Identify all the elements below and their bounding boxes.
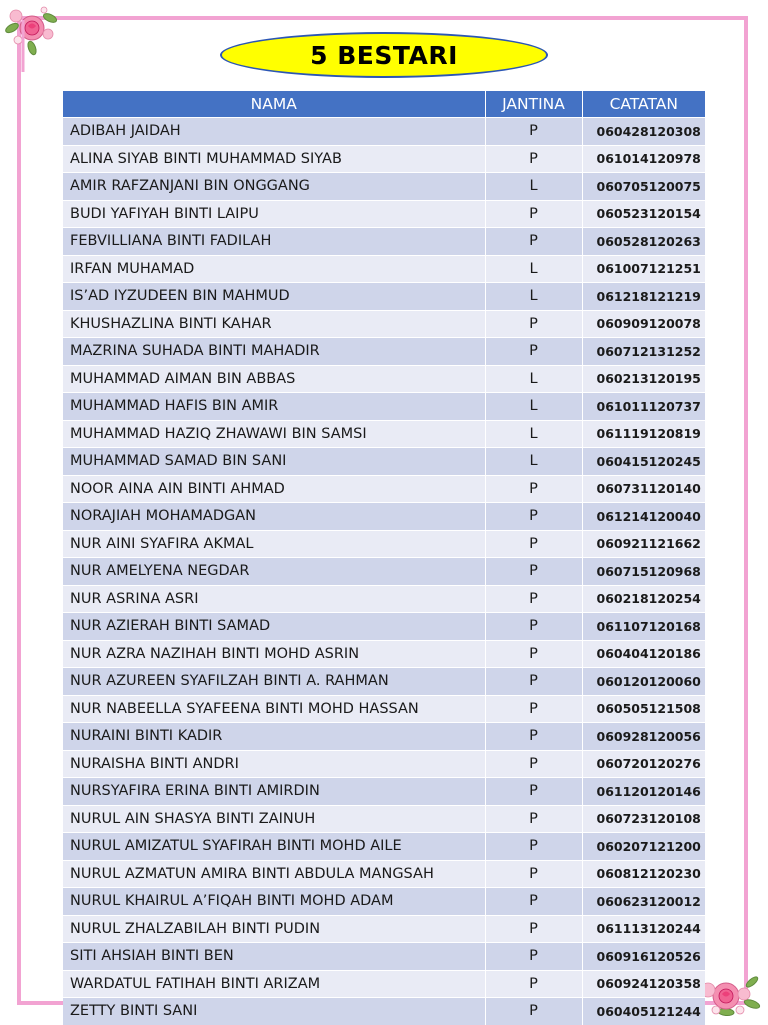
student-name: AMIR RAFZANJANI BIN ONGGANG	[63, 173, 485, 201]
student-gender: P	[485, 915, 582, 943]
student-note: 060623120012	[582, 888, 705, 916]
student-gender: P	[485, 475, 582, 503]
student-gender: P	[485, 833, 582, 861]
student-name: BUDI YAFIYAH BINTI LAIPU	[63, 200, 485, 228]
table-row	[63, 943, 705, 971]
student-gender: P	[485, 750, 582, 778]
student-name: NURUL AIN SHASYA BINTI ZAINUH	[63, 805, 485, 833]
student-name: NUR AMELYENA NEGDAR	[63, 558, 485, 586]
student-note: 060505121508	[582, 695, 705, 723]
student-gender: P	[485, 970, 582, 998]
student-gender: P	[485, 778, 582, 806]
student-note: 061107120168	[582, 613, 705, 641]
student-name: FEBVILLIANA BINTI FADILAH	[63, 228, 485, 256]
student-name: ZETTY BINTI SANI	[63, 998, 485, 1025]
student-name: NURSYAFIRA ERINA BINTI AMIRDIN	[63, 778, 485, 806]
table-row	[63, 613, 705, 641]
student-note: 060812120230	[582, 860, 705, 888]
student-gender: P	[485, 118, 582, 146]
student-name: MUHAMMAD HAFIS BIN AMIR	[63, 393, 485, 421]
table-row	[63, 640, 705, 668]
student-note: 060720120276	[582, 750, 705, 778]
table-row	[63, 255, 705, 283]
student-note: 060928120056	[582, 723, 705, 751]
student-note: 060218120254	[582, 585, 705, 613]
table-row	[63, 310, 705, 338]
student-note: 060924120358	[582, 970, 705, 998]
student-gender: P	[485, 503, 582, 531]
student-name: NURAISHA BINTI ANDRI	[63, 750, 485, 778]
student-note: 060428120308	[582, 118, 705, 146]
table-row	[63, 860, 705, 888]
student-note: 060705120075	[582, 173, 705, 201]
student-gender: P	[485, 613, 582, 641]
student-name: NUR ASRINA ASRI	[63, 585, 485, 613]
table-row	[63, 530, 705, 558]
student-gender: P	[485, 228, 582, 256]
student-table	[63, 91, 705, 1025]
table-row	[63, 695, 705, 723]
table-row	[63, 778, 705, 806]
student-gender: L	[485, 255, 582, 283]
student-name: NUR AZRA NAZIHAH BINTI MOHD ASRIN	[63, 640, 485, 668]
header-note: CATATAN	[582, 91, 705, 118]
student-name: NURAINI BINTI KADIR	[63, 723, 485, 751]
student-gender: P	[485, 558, 582, 586]
student-gender: P	[485, 668, 582, 696]
student-note: 060916120526	[582, 943, 705, 971]
student-name: IRFAN MUHAMAD	[63, 255, 485, 283]
page-title: 5 BESTARI	[310, 40, 458, 70]
student-note: 060921121662	[582, 530, 705, 558]
student-gender: P	[485, 640, 582, 668]
student-name: IS’AD IYZUDEEN BIN MAHMUD	[63, 283, 485, 311]
student-name: NUR NABEELLA SYAFEENA BINTI MOHD HASSAN	[63, 695, 485, 723]
student-note: 060909120078	[582, 310, 705, 338]
table-row	[63, 915, 705, 943]
student-note: 061119120819	[582, 420, 705, 448]
student-name: NURUL ZHALZABILAH BINTI PUDIN	[63, 915, 485, 943]
table-row	[63, 805, 705, 833]
student-note: 060723120108	[582, 805, 705, 833]
table-row	[63, 475, 705, 503]
table-row	[63, 338, 705, 366]
student-note: 060712131252	[582, 338, 705, 366]
student-name: NORAJIAH MOHAMADGAN	[63, 503, 485, 531]
title-banner	[220, 32, 548, 78]
student-name: SITI AHSIAH BINTI BEN	[63, 943, 485, 971]
student-name: KHUSHAZLINA BINTI KAHAR	[63, 310, 485, 338]
student-note: 060120120060	[582, 668, 705, 696]
table-row	[63, 393, 705, 421]
student-note: 061014120978	[582, 145, 705, 173]
student-name: ALINA SIYAB BINTI MUHAMMAD SIYAB	[63, 145, 485, 173]
table-header-row	[63, 91, 705, 118]
student-gender: P	[485, 585, 582, 613]
table-row	[63, 998, 705, 1025]
table-row	[63, 888, 705, 916]
table-row	[63, 750, 705, 778]
table-row	[63, 503, 705, 531]
student-note: 061113120244	[582, 915, 705, 943]
rose-bouquet-icon	[2, 4, 64, 74]
student-gender: P	[485, 200, 582, 228]
student-note: 060404120186	[582, 640, 705, 668]
table-row	[63, 558, 705, 586]
table-row	[63, 970, 705, 998]
table-row	[63, 723, 705, 751]
student-gender: P	[485, 943, 582, 971]
student-name: NUR AZUREEN SYAFILZAH BINTI A. RAHMAN	[63, 668, 485, 696]
table-row	[63, 365, 705, 393]
student-gender: P	[485, 695, 582, 723]
student-gender: P	[485, 145, 582, 173]
student-note: 060715120968	[582, 558, 705, 586]
student-note: 060523120154	[582, 200, 705, 228]
student-gender: P	[485, 338, 582, 366]
header-gender: JANTINA	[485, 91, 582, 118]
student-gender: P	[485, 860, 582, 888]
table-row	[63, 833, 705, 861]
student-note: 061120120146	[582, 778, 705, 806]
student-note: 061007121251	[582, 255, 705, 283]
table-row	[63, 200, 705, 228]
table-body	[63, 118, 705, 1025]
student-gender: P	[485, 530, 582, 558]
student-gender: L	[485, 393, 582, 421]
student-gender: P	[485, 888, 582, 916]
student-note: 061011120737	[582, 393, 705, 421]
table-row	[63, 448, 705, 476]
student-name: MAZRINA SUHADA BINTI MAHADIR	[63, 338, 485, 366]
table-row	[63, 145, 705, 173]
student-note: 060731120140	[582, 475, 705, 503]
student-name: NUR AZIERAH BINTI SAMAD	[63, 613, 485, 641]
student-name: NURUL AZMATUN AMIRA BINTI ABDULA MANGSAH	[63, 860, 485, 888]
student-name: WARDATUL FATIHAH BINTI ARIZAM	[63, 970, 485, 998]
table-row	[63, 228, 705, 256]
student-note: 060528120263	[582, 228, 705, 256]
student-name: NOOR AINA AIN BINTI AHMAD	[63, 475, 485, 503]
student-name: NUR AINI SYAFIRA AKMAL	[63, 530, 485, 558]
header-name: NAMA	[63, 91, 485, 118]
table-row	[63, 173, 705, 201]
table-row	[63, 420, 705, 448]
student-gender: L	[485, 173, 582, 201]
student-name: MUHAMMAD AIMAN BIN ABBAS	[63, 365, 485, 393]
student-gender: P	[485, 310, 582, 338]
student-gender: P	[485, 723, 582, 751]
student-gender: L	[485, 283, 582, 311]
student-name: NURUL AMIZATUL SYAFIRAH BINTI MOHD AILE	[63, 833, 485, 861]
table-row	[63, 585, 705, 613]
student-name: ADIBAH JAIDAH	[63, 118, 485, 146]
student-name: MUHAMMAD SAMAD BIN SANI	[63, 448, 485, 476]
student-note: 060213120195	[582, 365, 705, 393]
student-gender: P	[485, 998, 582, 1025]
student-name: MUHAMMAD HAZIQ ZHAWAWI BIN SAMSI	[63, 420, 485, 448]
student-note: 060405121244	[582, 998, 705, 1025]
student-name: NURUL KHAIRUL A’FIQAH BINTI MOHD ADAM	[63, 888, 485, 916]
table-row	[63, 668, 705, 696]
student-note: 060415120245	[582, 448, 705, 476]
student-gender: L	[485, 365, 582, 393]
student-gender: L	[485, 448, 582, 476]
table-row	[63, 283, 705, 311]
student-note: 061218121219	[582, 283, 705, 311]
student-note: 061214120040	[582, 503, 705, 531]
student-gender: L	[485, 420, 582, 448]
student-gender: P	[485, 805, 582, 833]
table-row	[63, 118, 705, 146]
student-note: 060207121200	[582, 833, 705, 861]
